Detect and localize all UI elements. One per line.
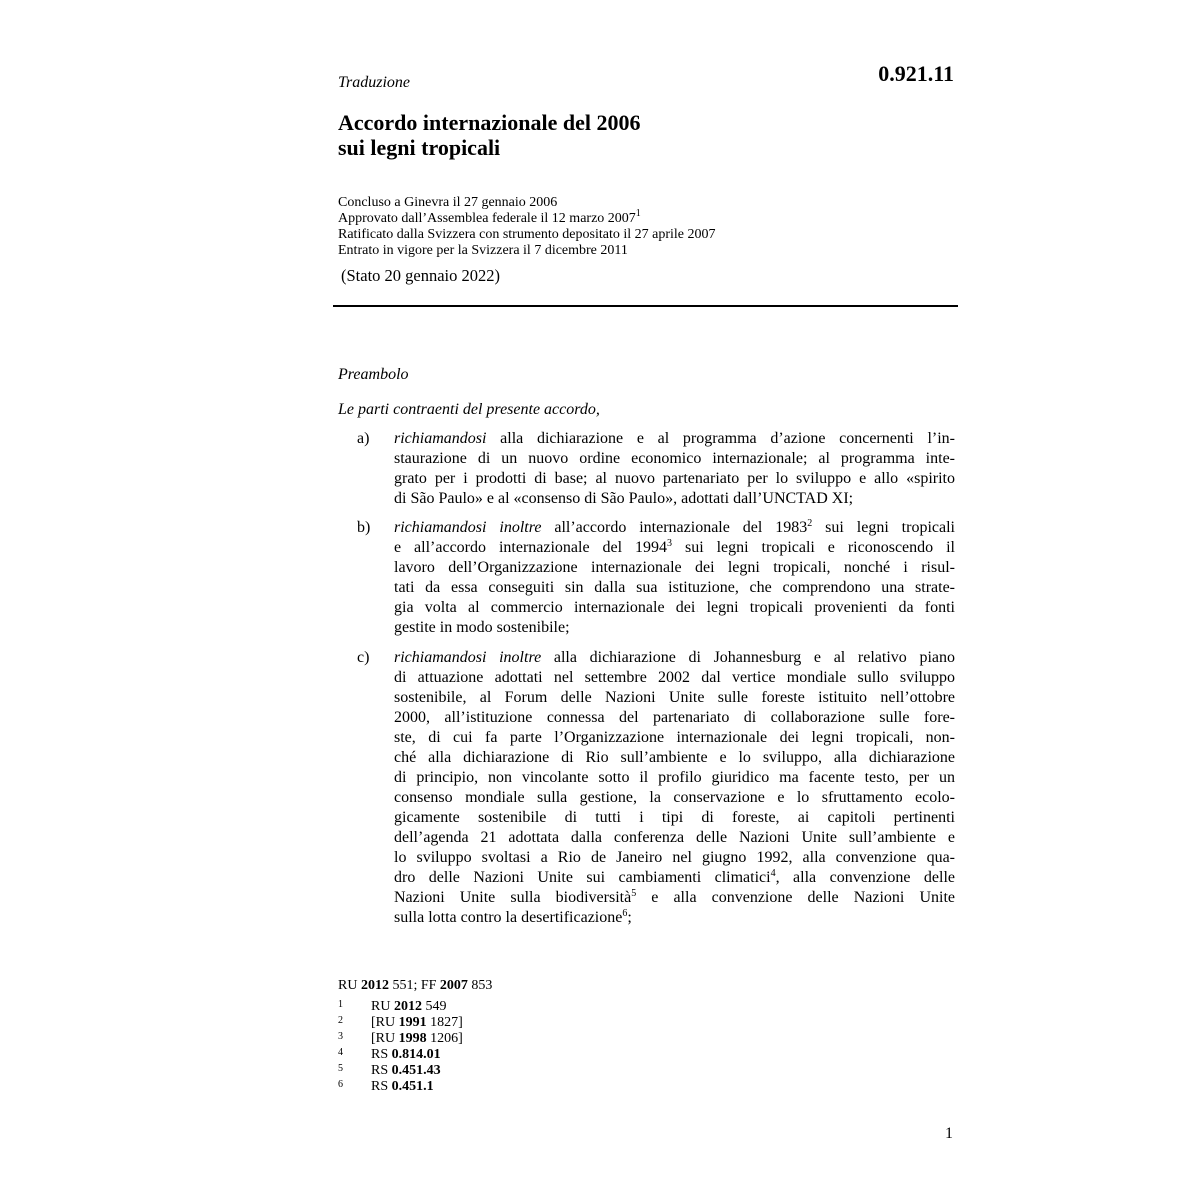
preamble-item-c bbox=[357, 648, 955, 928]
text-line: consenso mondiale sulla gestione, la conservazione e lo sfruttamento ecolo- bbox=[394, 789, 955, 806]
footnote-number: 3 bbox=[338, 1031, 343, 1042]
preamble-intro: Le parti contraenti del presente accordo, bbox=[338, 401, 600, 418]
item-marker: a) bbox=[357, 430, 370, 447]
preamble-heading: Preambolo bbox=[338, 366, 409, 383]
text-line: di attuazione adottati nel settembre 2002 dal vertice mondiale sullo sviluppo bbox=[394, 669, 955, 686]
text-line: lo sviluppo svoltasi a Rio de Janeiro nel giugno 1992, alla convenzione qua- bbox=[394, 849, 955, 866]
footnote-ref[interactable]: 1 bbox=[635, 208, 641, 219]
text-line: dro delle Nazioni Unite sui cambiamenti climatici$^4$, alla convenzione delle bbox=[394, 868, 955, 886]
text-line: grato per i prodotti di base; al nuovo partenariato per lo sviluppo e allo «spirito bbox=[394, 470, 955, 487]
text-line: 2000, all’istituzione connessa del partenariato di collaborazione sulle fore- bbox=[394, 709, 955, 726]
footnote-text: RS 0.451.1 bbox=[371, 1079, 434, 1094]
official-source: RU 2012 551; FF 2007 853 bbox=[338, 978, 493, 993]
footnote-number: 2 bbox=[338, 1015, 343, 1026]
text-line: richiamandosi inoltre alla dichiarazione di Johannesburg e al relativo piano bbox=[394, 649, 956, 666]
text-line: richiamandosi alla dichiarazione e al programma d’azione concernenti l’in- bbox=[394, 430, 955, 447]
approved-date: Approvato dall’Assemblea federale il 12 marzo 2007$^1$ bbox=[338, 208, 641, 226]
footnote-text: RS 0.451.43 bbox=[371, 1063, 441, 1078]
text-line: tati da essa conseguiti sin dalla sua istituzione, che comprendono una strate- bbox=[394, 579, 955, 596]
footnote-ref[interactable]: 5 bbox=[631, 888, 637, 899]
footnote-text: [RU 1998 1206] bbox=[371, 1031, 463, 1046]
in-force-date: Entrato in vigore per la Svizzera il 7 dicembre 2011 bbox=[338, 243, 628, 258]
footnote-ref[interactable]: 3 bbox=[667, 538, 673, 549]
title-line-2: sui legni tropicali bbox=[338, 135, 501, 160]
text-line: ché alla dichiarazione di Rio sull’ambiente e lo sviluppo, alla dichiarazione bbox=[394, 749, 955, 766]
text-line: staurazione di un nuovo ordine economico internazionale; al programma inte- bbox=[394, 450, 955, 467]
preamble-item-b bbox=[357, 518, 955, 638]
item-marker: b) bbox=[357, 519, 371, 536]
translation-label: Traduzione bbox=[338, 74, 411, 91]
text-line: Nazioni Unite sulla biodiversità$^5$ e alla convenzione delle Nazioni Unite bbox=[394, 888, 955, 906]
text-line: gia volta al commercio internazionale dei legni tropicali provenienti da fonti bbox=[394, 599, 955, 616]
header-divider bbox=[333, 305, 958, 307]
text-line: sulla lotta contro la desertificazione$^6$; bbox=[394, 908, 632, 926]
footnote-number: 4 bbox=[338, 1047, 343, 1058]
text-line: gestite in modo sostenibile; bbox=[394, 619, 570, 636]
footnote-text: RS 0.814.01 bbox=[371, 1047, 441, 1062]
text-line: e all’accordo internazionale del 1994$^3$ sui legni tropicali e riconoscendo il bbox=[394, 538, 956, 556]
text-line: sostenibile, al Forum delle Nazioni Unite sulle foreste istituito nell’ottobre bbox=[394, 689, 955, 706]
text-line: gicamente sostenibile di tutti i tipi di foreste, ai capitoli pertinenti bbox=[394, 809, 955, 826]
footnote-number: 1 bbox=[338, 999, 343, 1010]
preamble-item-a bbox=[357, 429, 955, 509]
text-line: di principio, non vincolante sotto il profilo giuridico ma facente testo, per un bbox=[394, 769, 955, 786]
footnote-text: RU 2012 549 bbox=[371, 999, 447, 1014]
footnote-number: 6 bbox=[338, 1079, 343, 1090]
page-number: 1 bbox=[945, 1125, 953, 1142]
concluded-date: Concluso a Ginevra il 27 gennaio 2006 bbox=[338, 195, 558, 210]
footnote-ref[interactable]: 2 bbox=[807, 518, 813, 529]
footnote-text: [RU 1991 1827] bbox=[371, 1015, 463, 1030]
footnote-ref[interactable]: 4 bbox=[770, 868, 776, 879]
item-marker: c) bbox=[357, 649, 370, 666]
text-line: ste, di cui fa parte l’Organizzazione internazionale dei legni tropicali, non- bbox=[394, 729, 955, 746]
text-line: di São Paulo» e al «consenso di São Paulo», adottati dall’UNCTAD XI; bbox=[394, 490, 854, 507]
status-date: (Stato 20 gennaio 2022) bbox=[341, 266, 501, 285]
footnote-number: 5 bbox=[338, 1063, 343, 1074]
text-line: richiamandosi inoltre all’accordo internazionale del 1983$^2$ sui legni tropicali bbox=[394, 518, 955, 536]
text-line: dell’agenda 21 adottata dalla conferenza delle Nazioni Unite sull’ambiente e bbox=[394, 829, 955, 846]
document-metadata bbox=[338, 195, 716, 259]
title-line-1: Accordo internazionale del 2006 bbox=[338, 110, 641, 135]
ratified-date: Ratificato dalla Svizzera con strumento depositato il 27 aprile 2007 bbox=[338, 227, 716, 242]
footnote-ref[interactable]: 6 bbox=[622, 908, 628, 919]
text-line: lavoro dell’Organizzazione internazionale dei legni tropicali, nonché i risul- bbox=[394, 559, 955, 576]
document-title bbox=[338, 110, 640, 160]
sr-number: 0.921.11 bbox=[878, 61, 954, 86]
